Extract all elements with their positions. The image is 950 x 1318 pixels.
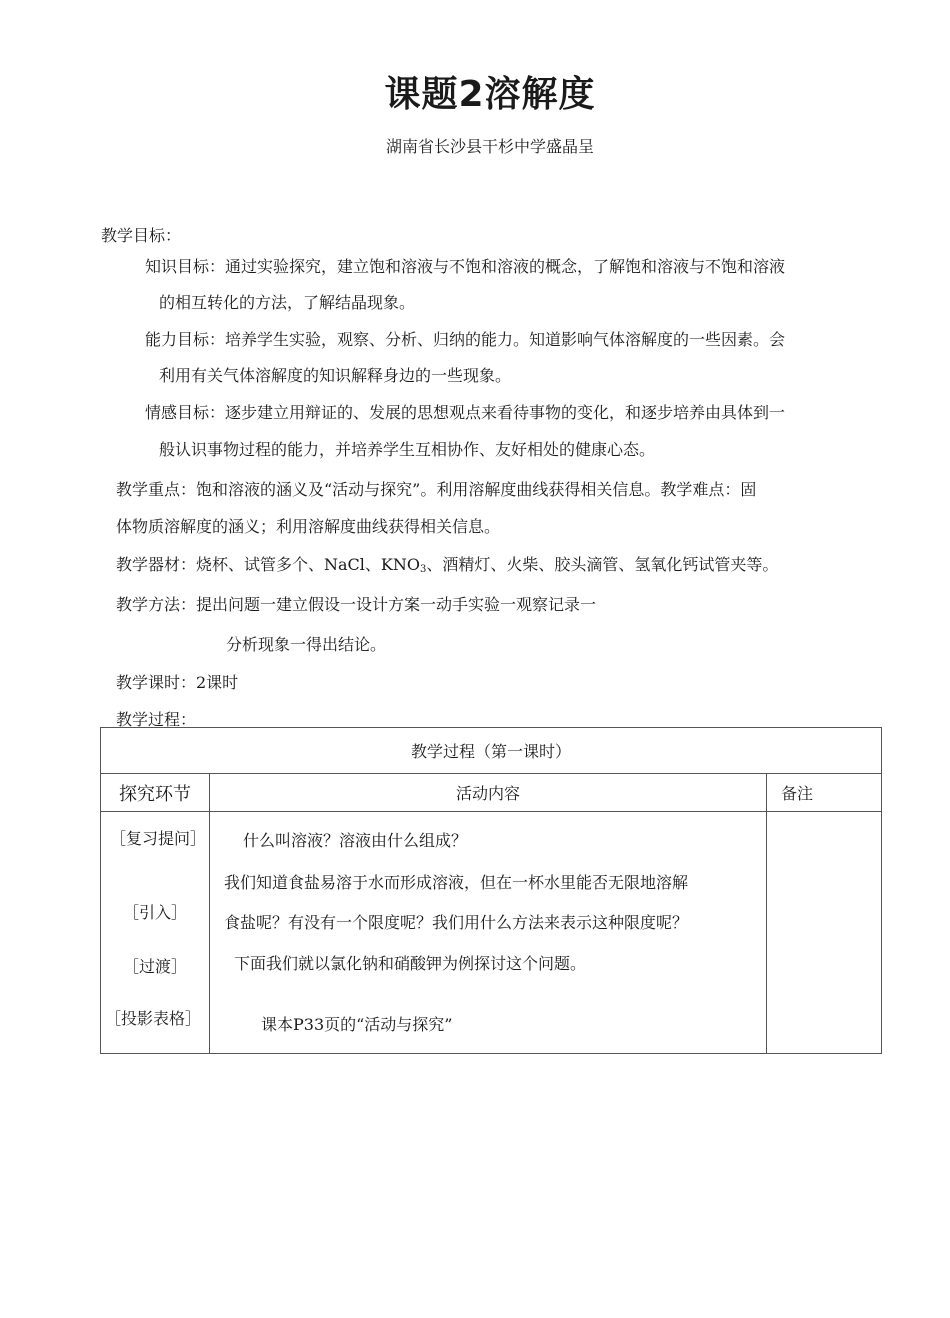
activity-line-4: 下面我们就以氯化钠和硝酸钾为例探讨这个问题。 (234, 954, 587, 973)
notes-cell (767, 812, 882, 1054)
stage-transition: ［过渡］ (122, 957, 187, 976)
knowledge-goal-line-2: 的相互转化的方法，了解结晶现象。 (159, 293, 416, 312)
goals-label: 教学目标： (101, 226, 182, 245)
key-points-line-2: 体物质溶解度的涵义；利用溶解度曲线获得相关信息。 (116, 517, 501, 536)
ability-goal-line-2: 利用有关气体溶解度的知识解释身边的一些现象。 (159, 366, 512, 385)
knowledge-goal-line-1: 知识目标：通过实验探究，建立饱和溶液与不饱和溶液的概念，了解饱和溶液与不饱和溶液 (145, 257, 786, 276)
teaching-hours: 教学课时：2课时 (116, 673, 239, 692)
materials-text-post: 、酒精灯、火柴、胶头滴管、氢氧化钙试管夹等。 (426, 555, 779, 574)
emotion-goal-line-1: 情感目标：逐步建立用辩证的、发展的思想观点来看待事物的变化，和逐步培养由具体到一 (145, 403, 786, 422)
header-activity: 活动内容 (210, 774, 767, 812)
table-caption: 教学过程（第一课时） (101, 728, 882, 774)
activity-cell (210, 812, 767, 1054)
activity-line-1: 什么叫溶液？溶液由什么组成？ (243, 831, 468, 850)
activity-line-2: 我们知道食盐易溶于水而形成溶液，但在一杯水里能否无限地溶解 (224, 873, 689, 892)
activity-line-5: 课本P33页的“活动与探究” (261, 1015, 453, 1034)
method-line-1: 教学方法：提出问题一建立假设一设计方案一动手实验一观察记录一 (116, 595, 597, 614)
ability-goal-line-1: 能力目标：培养学生实验，观察、分析、归纳的能力。知道影响气体溶解度的一些因素。会 (145, 330, 786, 349)
header-stage: 探究环节 (101, 774, 210, 812)
teaching-process-table (100, 727, 882, 1054)
stage-cell (101, 812, 210, 1054)
header-notes: 备注 (767, 774, 882, 812)
method-line-2: 分析现象一得出结论。 (226, 635, 387, 654)
activity-line-3: 食盐呢？有没有一个限度呢？我们用什么方法来表示这种限度呢？ (224, 913, 689, 932)
emotion-goal-line-2: 般认识事物过程的能力，并培养学生互相协作、友好相处的健康心态。 (159, 440, 656, 459)
process-label: 教学过程： (116, 710, 197, 729)
stage-intro: ［引入］ (122, 903, 187, 922)
stage-projection: ［投影表格］ (105, 1009, 202, 1028)
author-line: 湖南省长沙县干杉中学盛晶呈 (385, 137, 594, 156)
materials-subscript: 3 (419, 564, 427, 575)
key-points-line-1: 教学重点：饱和溶液的涵义及“活动与探究”。利用溶解度曲线获得相关信息。教学难点：固 (116, 480, 757, 499)
materials-text-pre: 教学器材：烧杯、试管多个、NaCl、KNO (116, 555, 420, 574)
materials-line (116, 552, 778, 575)
page-title: 课题2溶解度 (384, 74, 596, 115)
stage-review: ［复习提问］ (110, 829, 207, 848)
